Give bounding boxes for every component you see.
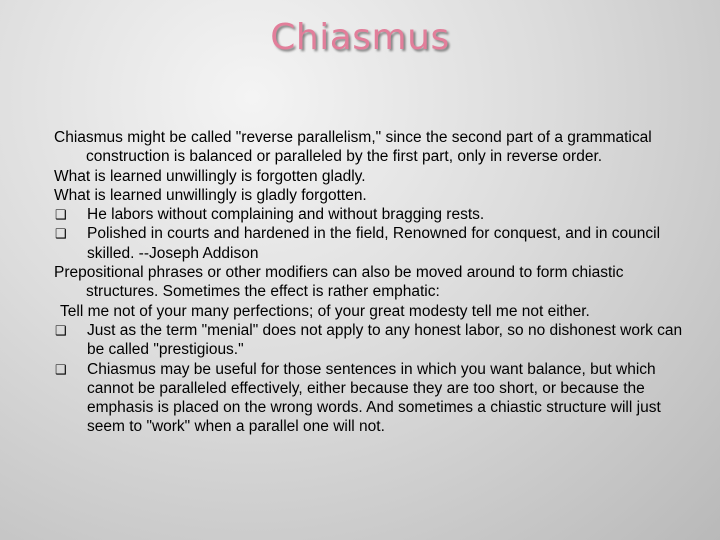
bullet-icon: ❑ [55, 226, 67, 242]
list-item-text: Just as the term "menial" does not apply to any honest labor, so no dishonest work can be called "prestigious." [87, 321, 683, 359]
list-item-text: Chiasmus may be useful for those sentences in which you want balance, but which cannot be paralleled effectively, either because they are too short, or because the emphasis is placed on the wrong words. And sometimes a chiastic structure will just seem to "work" when a parallel one will not. [87, 360, 661, 436]
paragraph-definition: Chiasmus might be called "reverse parallelism," since the second part of a grammatical construction is balanced or paralleled by the first part, only in reverse order. [54, 129, 652, 166]
list-item [54, 321, 694, 360]
bullet-icon: ❑ [55, 322, 67, 338]
bullet-icon: ❑ [55, 207, 67, 223]
paragraph-prepositional: Prepositional phrases or other modifiers can also be moved around to form chiastic structures. Sometimes the effect is rather emphatic: [54, 264, 624, 301]
paragraph-example-2: What is learned unwillingly is gladly forgotten. [54, 186, 367, 204]
paragraph-example-1: What is learned unwillingly is forgotten gladly. [54, 167, 366, 185]
slide-title: Chiasmus [270, 17, 450, 58]
list-item [54, 360, 694, 437]
list-item [54, 205, 694, 224]
quote-example: Tell me not of your many perfections; of your great modesty tell me not either. [60, 302, 590, 320]
slide-body [54, 128, 694, 437]
list-item [54, 224, 694, 263]
bullet-icon: ❑ [55, 361, 67, 377]
list-item-text: He labors without complaining and without bragging rests. [87, 206, 485, 224]
list-item-text: Polished in courts and hardened in the field, Renowned for conquest, and in council skilled. --Joseph Addison [87, 225, 661, 262]
